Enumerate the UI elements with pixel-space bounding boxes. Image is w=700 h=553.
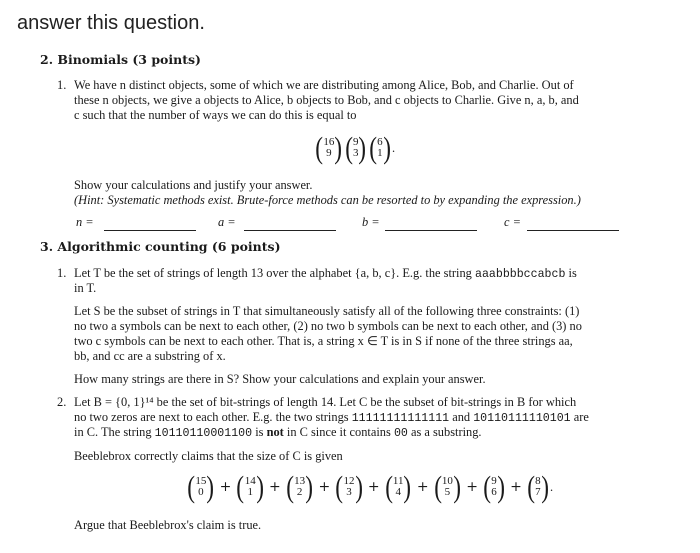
example-string: 00	[393, 427, 408, 440]
emphasis-not: not	[266, 425, 284, 439]
period: .	[391, 141, 396, 155]
binomial-bottom: 1	[247, 485, 253, 498]
item-number: 1.	[57, 78, 67, 92]
binomial-bottom: 4	[395, 485, 401, 498]
binomial-bottom: 3	[352, 146, 359, 159]
plus-sign: +	[510, 478, 522, 495]
question-line: How many strings are there in S? Show your calculations and explain your answer.	[74, 372, 486, 386]
binomial: ( 13 2 )	[286, 469, 314, 504]
plus-sign: +	[416, 478, 429, 495]
text: is	[568, 266, 577, 280]
problem-text-line: We have n distinct objects, some of which we are distributing among Alice, Bob, and Charlie. Out of	[74, 78, 574, 92]
binomial-top: 9	[352, 135, 359, 148]
plus-sign: +	[466, 478, 478, 495]
answer-a-label: a =	[218, 215, 236, 229]
binomial-bottom: 3	[346, 485, 352, 498]
binomial: ( 12 3 )	[335, 469, 363, 504]
claim-line: Beeblebrox correctly claims that the size of C is given	[74, 449, 343, 463]
binomial-bottom: 1	[377, 146, 383, 159]
text: is	[255, 425, 264, 439]
binomial: ( 16 9 )	[315, 130, 343, 165]
binomial-product	[314, 132, 395, 163]
binomial-bottom: 0	[198, 485, 204, 498]
text: in C since it contains	[286, 425, 391, 439]
answer-b-field[interactable]	[385, 229, 477, 231]
answer-n-label: n =	[76, 215, 94, 229]
text: in C. The string	[74, 425, 152, 439]
answer-c-label: c =	[504, 215, 521, 229]
text: as a substring.	[410, 425, 482, 439]
problem-text-line: no two a symbols can be next to each other, (2) no two b symbols can be next to each other, and (3) no	[74, 319, 582, 333]
answer-a-field[interactable]	[244, 229, 336, 231]
problem-text-line: in T.	[74, 281, 97, 295]
answer-b-label: b =	[362, 215, 380, 229]
binomial-bottom: 2	[296, 485, 303, 498]
binomial-top: 8	[535, 474, 541, 487]
period: .	[549, 480, 554, 494]
problem-text-line: two c symbols can be next to each other. That is, a string x ∈ T is in S if none of the three strings aa,	[74, 334, 573, 348]
binomial: ( 11 4 )	[384, 469, 412, 504]
binomial: ( 15 0 )	[187, 469, 215, 504]
problem-text-line	[74, 266, 577, 282]
binomial-top: 6	[377, 135, 383, 148]
binomial-top: 11	[392, 474, 404, 487]
binomial: ( 9 3 )	[344, 130, 367, 165]
item-number: 1.	[57, 266, 67, 280]
argue-line: Argue that Beeblebrox's claim is true.	[74, 518, 262, 532]
binomial: ( 8 7 )	[527, 469, 549, 504]
problem-text-line: bb, and cc are a substring of x.	[74, 349, 226, 363]
example-string: 10110111110101	[473, 412, 571, 425]
problem-text-line	[74, 410, 589, 426]
example-string: aaabbbbccabcb	[474, 268, 566, 281]
page-header: answer this question.	[17, 12, 205, 34]
binomial-top: 13	[294, 474, 306, 487]
binomial-top: 9	[491, 474, 497, 487]
binomial-bottom: 6	[491, 485, 497, 498]
problem-text-line	[74, 425, 482, 441]
problem-text-line: these n objects, we give a objects to Alice, b objects to Bob, and c objects to Charlie. Give n, a, b, and	[74, 93, 579, 107]
binomial: ( 10 5 )	[433, 469, 461, 504]
binomial-top: 12	[343, 474, 355, 487]
text: and	[452, 410, 471, 424]
show-work-line: Show your calculations and justify your answer.	[74, 178, 313, 192]
problem-text-line: Let B = {0, 1}¹⁴ be the set of bit-strings of length 14. Let C be the subset of bit-strings in B for which	[74, 395, 577, 409]
example-string: 10110110001100	[154, 427, 253, 440]
answer-n-field[interactable]	[104, 229, 196, 231]
plus-sign: +	[318, 478, 331, 495]
plus-sign: +	[367, 478, 380, 495]
problem-text-line: c such that the number of ways we can do this is equal to	[74, 108, 357, 122]
problem-text-line: Let S be the subset of strings in T that simultaneously satisfy all of the following three constraints: (1)	[74, 304, 580, 318]
plus-sign: +	[219, 478, 232, 495]
text: Let T be the set of strings of length 13 over the alphabet {a, b, c}. E.g. the string	[74, 266, 472, 280]
binomial-bottom: 9	[326, 146, 332, 159]
binomial-top: 16	[323, 135, 335, 148]
text: no two zeros are next to each other. E.g. the two strings	[74, 410, 349, 424]
binomial: ( 6 1 )	[369, 130, 391, 165]
binomial-sum	[186, 471, 553, 502]
binomial: ( 14 1 )	[236, 469, 264, 504]
section-2-title: 2. Binomials (3 points)	[40, 52, 201, 67]
binomial-bottom: 7	[535, 485, 541, 498]
binomial-bottom: 5	[444, 485, 451, 498]
answer-c-field[interactable]	[527, 229, 619, 231]
section-3-title: 3. Algorithmic counting (6 points)	[40, 239, 281, 254]
binomial-top: 15	[195, 474, 207, 487]
plus-sign: +	[269, 478, 281, 495]
text: are	[573, 410, 589, 424]
binomial-top: 10	[441, 474, 453, 487]
binomial: ( 9 6 )	[483, 469, 505, 504]
example-string: 11111111111111	[351, 412, 450, 425]
hint-line: (Hint: Systematic methods exist. Brute-force methods can be resorted to by expanding the expression.)	[74, 193, 581, 207]
binomial-top: 14	[244, 474, 256, 487]
item-number: 2.	[57, 395, 67, 409]
